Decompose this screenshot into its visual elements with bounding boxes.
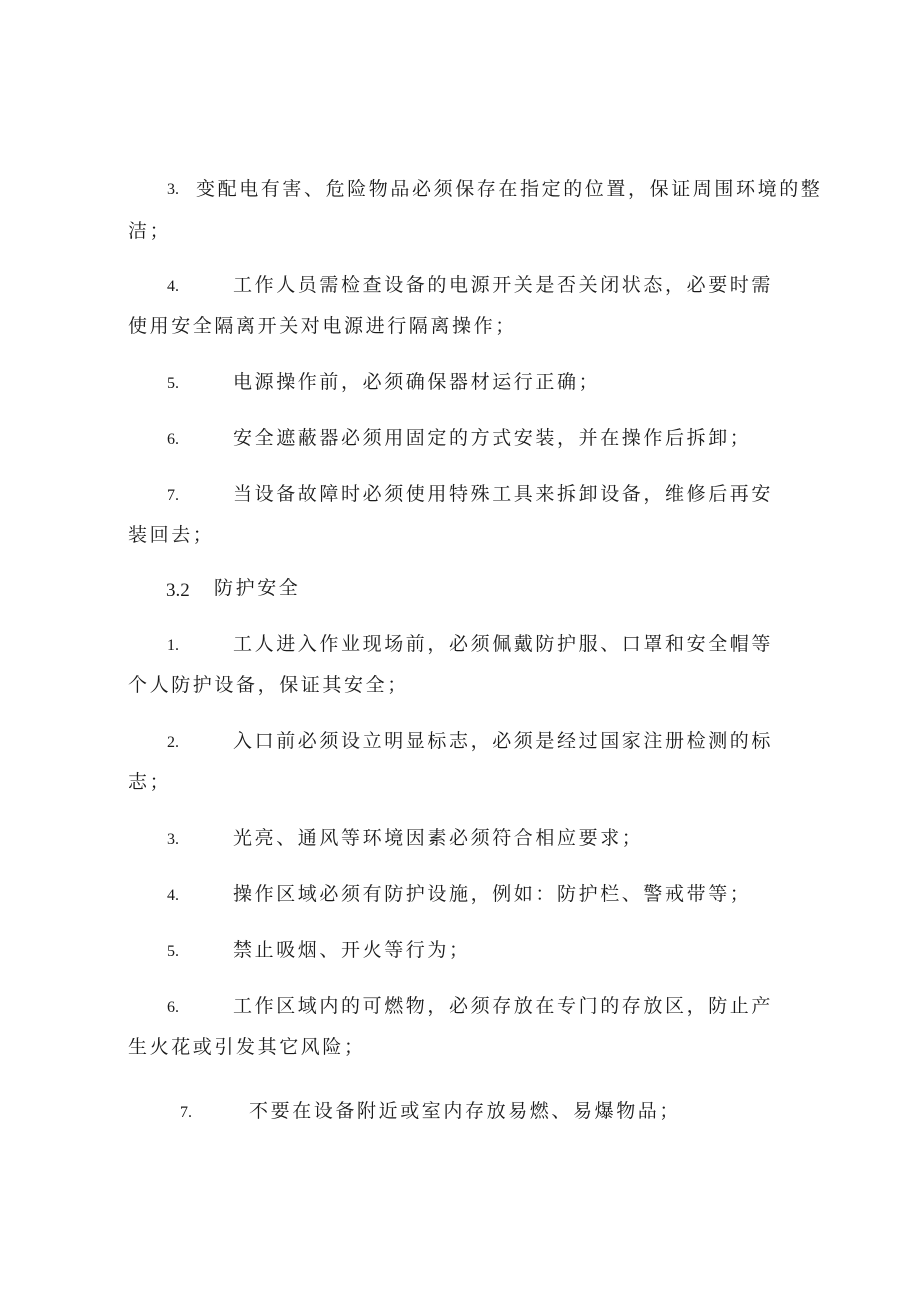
item-number: 7. bbox=[167, 487, 179, 504]
item-text: 操作区域必须有防护设施，例如：防护栏、警戒带等； bbox=[233, 883, 752, 905]
item-text: 安全遮蔽器必须用固定的方式安装，并在操作后拆卸； bbox=[233, 427, 752, 449]
item-text: 当设备故障时必须使用特殊工具来拆卸设备，维修后再安 bbox=[233, 483, 774, 505]
item-text: 工作区域内的可燃物，必须存放在专门的存放区，防止产 bbox=[233, 995, 774, 1017]
item-number: 4. bbox=[167, 887, 179, 904]
item-text-continued: 使用安全隔离开关对电源进行隔离操作； bbox=[128, 315, 517, 337]
item-text-continued: 生火花或引发其它风险； bbox=[128, 1036, 366, 1058]
item-number: 6. bbox=[167, 431, 179, 448]
item-text: 电源操作前，必须确保器材运行正确； bbox=[233, 371, 601, 393]
item-text: 变配电有害、危险物品必须保存在指定的位置，保证周围环境的整 bbox=[196, 178, 823, 200]
section-number: 3.2 bbox=[166, 580, 190, 601]
item-number: 6. bbox=[167, 999, 179, 1016]
item-text: 不要在设备附近或室内存放易燃、易爆物品； bbox=[249, 1100, 682, 1122]
item-number: 5. bbox=[167, 943, 179, 960]
item-number: 3. bbox=[167, 831, 179, 848]
section-title: 防护安全 bbox=[214, 577, 301, 599]
item-number: 5. bbox=[167, 375, 179, 392]
item-text: 工人进入作业现场前，必须佩戴防护服、口罩和安全帽等 bbox=[233, 633, 774, 655]
item-number: 3. bbox=[167, 181, 179, 198]
item-text: 工作人员需检查设备的电源开关是否关闭状态，必要时需 bbox=[233, 274, 774, 296]
item-number: 1. bbox=[167, 637, 179, 654]
item-text-continued: 志； bbox=[128, 771, 172, 793]
item-number: 2. bbox=[167, 734, 179, 751]
item-number: 4. bbox=[167, 278, 179, 295]
item-text-continued: 洁； bbox=[128, 220, 172, 242]
item-text-continued: 个人防护设备，保证其安全； bbox=[128, 674, 409, 696]
item-text: 禁止吸烟、开火等行为； bbox=[233, 939, 471, 961]
item-text-continued: 装回去； bbox=[128, 524, 215, 546]
item-text: 光亮、通风等环境因素必须符合相应要求； bbox=[233, 827, 644, 849]
item-number: 7. bbox=[180, 1104, 192, 1121]
item-text: 入口前必须设立明显标志，必须是经过国家注册检测的标 bbox=[233, 730, 774, 752]
